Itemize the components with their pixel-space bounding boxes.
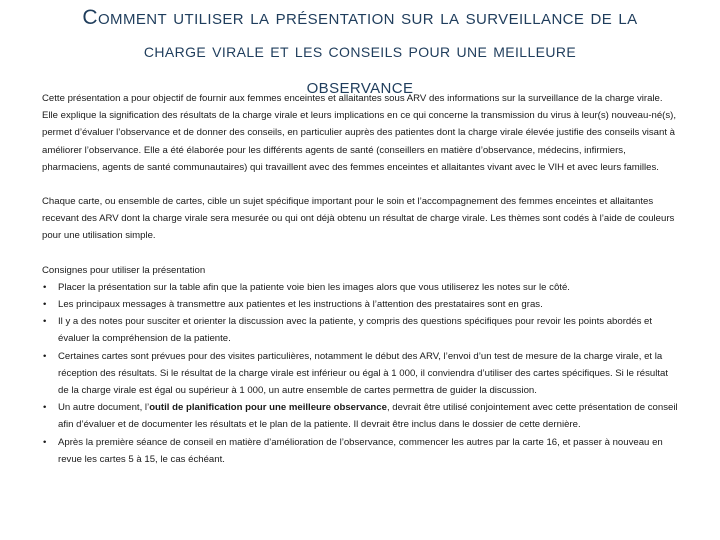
list-item: • Certaines cartes sont prévues pour des visites particulières, notamment le début des ARV, l’envoi d’un test de mesure de la charge virale, et la réception des résultats. Si le résultat de la charge virale est inférieur ou égal à 1 000, il conviendra d’utiliser des cartes spécifiques. Si le résultat de la charge virale est égal ou supérieur à 1 000, un autre ensemble de cartes permettra de guider la discussion. (42, 348, 678, 400)
list-item: • Il y a des notes pour susciter et orienter la discussion avec la patiente, y compris des questions spécifiques pour revoir les points abordés et évaluer la compréhension de la patiente. (42, 313, 678, 347)
intro-paragraph-1: Cette présentation a pour objectif de fournir aux femmes enceintes et allaitantes sous ARV des informations sur la surveillance de la charge virale. Elle explique la signification des résultats de la charge virale et leurs implications en ce qui concerne la transmission du virus à leur(s) nouveau-né(s), permet d’évaluer l’observance et de donner des conseils, en particulier auprès des patientes dont la charge virale élevée justifie des conseils visant à améliorer l’observance. Elle a été élaborée pour les différents agents de santé (conseillers en matière d’observance, médecins, infirmiers, pharmaciens, agents de santé communautaires) qui travaillent avec des femmes enceintes et allaitantes vivant avec le VIH et avec leurs familles. (42, 93, 677, 173)
title-line-2: charge virale et les conseils pour une meilleure (143, 40, 577, 62)
instructions-heading: Consignes pour utiliser la présentation (42, 264, 206, 276)
list-item: • Placer la présentation sur la table afin que la patiente voie bien les images alors que vous utiliserez les notes sur le côté. (42, 279, 678, 296)
title-line-1: Comment utiliser la présentation sur la surveillance de la (82, 6, 638, 29)
list-item-text: Un autre document, l’ (58, 402, 150, 414)
list-item (42, 399, 678, 433)
title-line-3: observance (306, 75, 414, 98)
bold-tool-name: outil de planification pour une meilleure observance (149, 402, 387, 414)
list-item: • Les principaux messages à transmettre aux patientes et les instructions à l’attention des prestataires sont en gras. (42, 296, 678, 313)
list-item: • Après la première séance de conseil en matière d’amélioration de l’observance, commencer les autres par la carte 16, et passer à nouveau en revue les cartes 5 à 15, le cas échéant. (42, 434, 678, 468)
list-item-text: , devrait être utilisé conjointement avec cette présentation de conseil afin d’évaluer et de documenter les résultats et le plan de la patiente. Il devrait être inclus dans le dossier de cette dernière. (58, 402, 678, 431)
instructions-list (42, 279, 678, 468)
intro-paragraph-2: Chaque carte, ou ensemble de cartes, cible un sujet spécifique important pour le soin et l’accompagnement des femmes enceintes et allaitantes recevant des ARV dont la charge virale sera mesurée ou qui ont déjà obtenu un résultat de charge virale. Les thèmes sont codés à l’aide de couleurs pour une utilisation simple. (42, 196, 675, 242)
document-body (42, 90, 678, 468)
